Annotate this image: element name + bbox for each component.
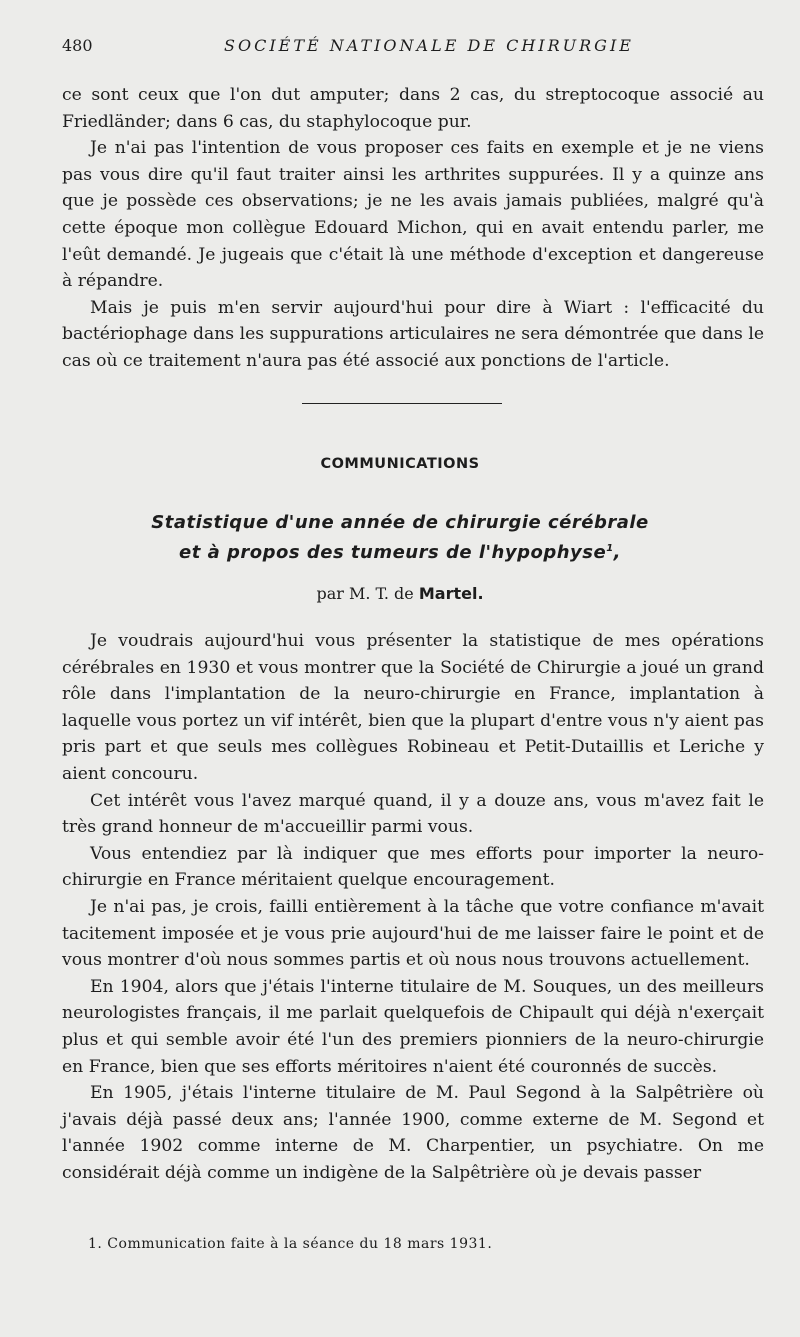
author-name: Martel. (418, 584, 484, 603)
paragraph: Je n'ai pas, je crois, failli entièrement à la tâche que votre confiance m'avait tacitement imposée et je vous prie aujourd'hui de me laisser faire le point et de vous montrer d'où nous sommes partis et où nous nous trouvons actuellement. (62, 896, 764, 971)
paragraph: Je n'ai pas l'intention de vous proposer ces faits en exemple et je ne viens pas vous dire qu'il faut traiter ainsi les arthrites suppurées. Il y a quinze ans que je possède ces observations; je ne les avais jamais publiées, malgré qu'à cette époque mon collègue Edouard Michon, qui en avait entendu parler, me l'eût demandé. Je jugeais que c'était là une méthode d'exception et dangereuse à répandre. (62, 138, 764, 292)
paragraph: Je voudrais aujourd'hui vous présenter la statistique de mes opérations cérébrales en 1930 et vous montrer que la Société de Chirurgie a joué un grand rôle dans l'implantation de la neuro-chirurgie en France, implantation à laquelle vous portez un vif intérêt, bien que la plupart d'entre vous n'y aient pas pris part et que seuls mes collègues Robineau et Petit-Dutaillis et Leriche y aient concouru. (62, 631, 764, 784)
article-title-line: Statistique d'une année de chirurgie cérébrale (151, 512, 649, 533)
article-title-line: et à propos des tumeurs de l'hypophyse$^1$, (179, 542, 621, 563)
page-number: 480 (62, 36, 93, 55)
paragraph: En 1904, alors que j'étais l'interne titulaire de M. Souques, un des meilleurs neurologistes français, il me parlait quelquefois de Chipault qui déjà n'exerçait plus et qui semble avoir été l'un des premiers pionniers de la neuro-chirurgie en France, bien que ses efforts méritoires n'aient été couronnés de succès. (62, 976, 764, 1077)
running-head: SOCIÉTÉ NATIONALE DE CHIRURGIE (224, 36, 634, 55)
paragraph: Mais je puis m'en servir aujourd'hui pour dire à Wiart : l'efficacité du bactériophage dans les suppurations articulaires ne sera démontrée que dans le cas où ce traitement n'aura pas été associé aux ponctions de l'article. (62, 297, 764, 371)
section-heading: COMMUNICATIONS (320, 456, 480, 472)
paragraph: Cet intérêt vous l'avez marqué quand, il y a douze ans, vous m'avez fait le très grand honneur de m'accueillir parmi vous. (62, 790, 764, 838)
paragraph: Vous entendiez par là indiquer que mes efforts pour importer la neuro-chirurgie en France méritaient quelque encouragement. (62, 843, 764, 891)
article-text-block (62, 628, 764, 1186)
footnote-mark: 1 (606, 543, 614, 554)
article-title-text: et à propos des tumeurs de l'hypophyse (179, 542, 607, 563)
byline (0, 584, 800, 603)
section-divider (302, 403, 502, 404)
intro-text-block (62, 82, 764, 375)
paragraph: ce sont ceux que l'on dut amputer; dans 2 cas, du streptocoque associé au Friedländer; dans 6 cas, du staphylocoque pur. (62, 85, 764, 132)
byline-prefix: par M. T. de (316, 584, 419, 603)
page-header (62, 36, 764, 60)
article-title (0, 510, 800, 566)
footnote: 1. Communication faite à la séance du 18 mars 1931. (88, 1236, 493, 1252)
paragraph: En 1905, j'étais l'interne titulaire de M. Paul Segond à la Salpêtrière où j'avais déjà passé deux ans; l'année 1900, comme externe de M. Segond et l'année 1902 comme interne de M. Charpentier, un psychiatre. On me considérait déjà comme un indigène de la Salpêtrière où je devais passer (62, 1083, 764, 1183)
